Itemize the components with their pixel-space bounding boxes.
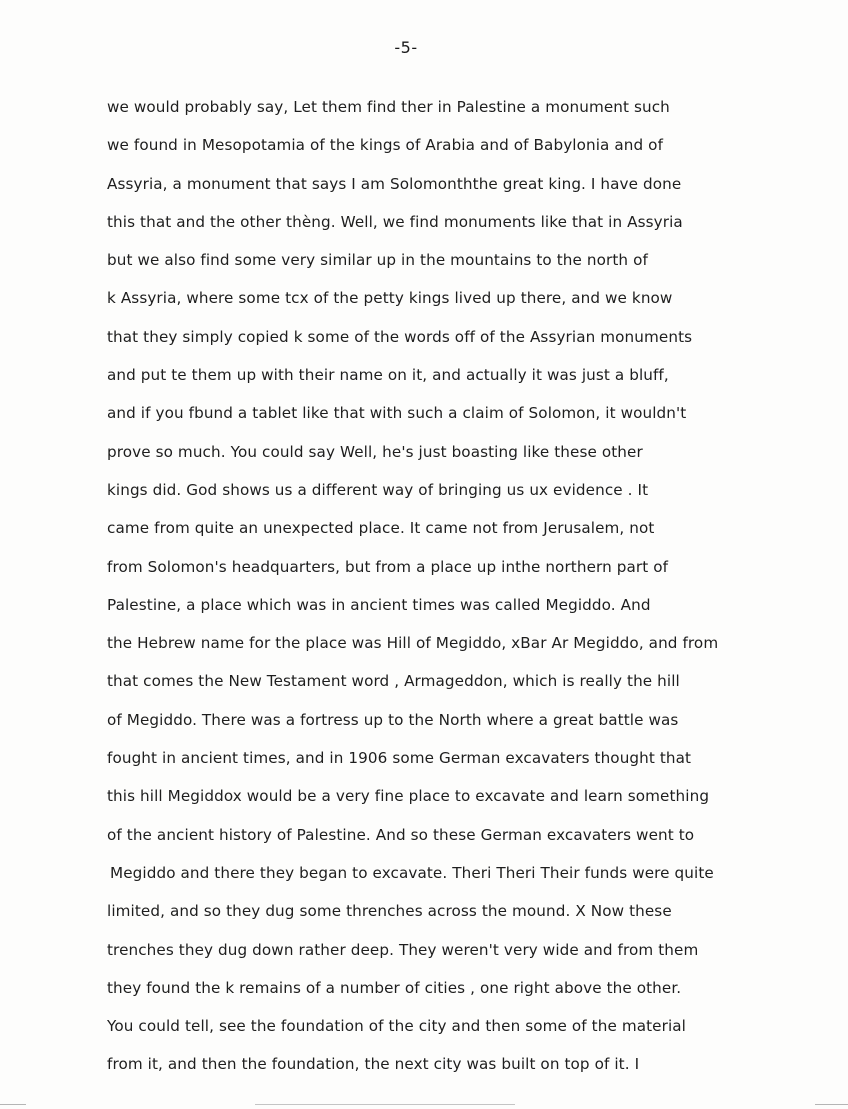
text-line: prove so much. You could say Well, he's just boasting like these other: [107, 442, 643, 461]
text-line: but we also find some very similar up in the mountains to the north of: [107, 251, 648, 270]
text-line: and if you fbund a tablet like that with such a claim of Solomon, it wouldn't: [107, 404, 687, 423]
text-line: the Hebrew name for the place was Hill of Megiddo, xBar Ar Megiddo, and from: [107, 634, 719, 653]
text-line: Palestine, a place which was in ancient times was called Megiddo. And: [107, 595, 651, 614]
text-line: came from quite an unexpected place. It came not from Jerusalem, not: [107, 519, 655, 538]
text-line: trenches they dug down rather deep. They weren't very wide and from them: [107, 940, 699, 959]
text-line: and put te them up with their name on it, and actually it was just a bluff,: [107, 366, 669, 385]
scan-edge-mark: [255, 1104, 515, 1105]
text-line: You could tell, see the foundation of the city and then some of the material: [107, 1017, 687, 1036]
body-text: [107, 90, 807, 1086]
text-line: k Assyria, where some tcx of the petty kings lived up there, and we know: [107, 289, 673, 308]
text-line: of the ancient history of Palestine. And so these German excavaters went to: [107, 825, 695, 844]
text-line: Assyria, a monument that says I am Solomonththe great king. I have done: [107, 174, 682, 193]
text-line: this that and the other thèng. Well, we find monuments like that in Assyria: [107, 212, 683, 231]
scan-edge-mark: [0, 1104, 26, 1105]
page-number: -5-: [394, 38, 418, 57]
text-line: that comes the New Testament word , Armageddon, which is really the hill: [107, 672, 680, 691]
text-line: Megiddo and there they began to excavate. Theri Theri Their funds were quite: [110, 863, 714, 882]
text-line: they found the k remains of a number of cities , one right above the other.: [107, 978, 682, 997]
text-line: we would probably say, Let them find ther in Palestine a monument such: [107, 98, 670, 116]
text-line: limited, and so they dug some threnches across the mound. X Now these: [107, 902, 672, 921]
text-line: this hill Megiddox would be a very fine place to excavate and learn something: [107, 787, 710, 806]
text-line: from it, and then the foundation, the next city was built on top of it. I: [107, 1055, 640, 1074]
text-line: we found in Mesopotamia of the kings of Arabia and of Babylonia and of: [107, 136, 664, 155]
text-line: fought in ancient times, and in 1906 some German excavaters thought that: [107, 749, 692, 768]
text-line: kings did. God shows us a different way of bringing us ux evidence . It: [107, 480, 649, 499]
text-line: that they simply copied k some of the words off of the Assyrian monuments: [107, 327, 693, 346]
text-line: of Megiddo. There was a fortress up to the North where a great battle was: [107, 710, 679, 729]
text-line: from Solomon's headquarters, but from a place up inthe northern part of: [107, 557, 669, 576]
scan-edge-mark: [815, 1104, 848, 1105]
